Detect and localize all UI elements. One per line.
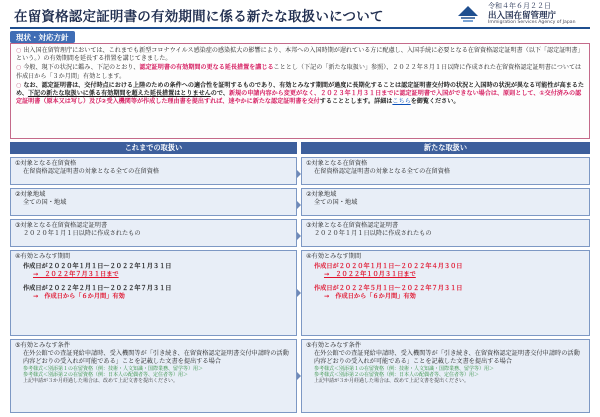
status-paragraph-3: ○ なお、認定証明書は、交付時点における上陸のための条件への適合性を証明するものであり、有効とみなす期間が過度に長期化することは認定証明書交付時の状況と入国時の状況が異なる可能性が高まるため、下記の新たな取扱いに係る有効期間を超えた延長措置はとりませんので、新規の申請内容から変更がなく、２０２３年１月３１日までに認定証明書で入国ができない場合は、原則として、①交付済みの認定証明書（原本又は写し）及び②受入機関等が作成した理由書を提出すれば、速やかに新たな認定証明書を交付することとします。詳細はこちらを御覧ください。 xyxy=(16,81,584,106)
previous-cell: ④有効とみなす期間 作成日が２０２０年１月１日〜２０２２年１月３１日 → ２０２２年７月３１日まで 作成日が２０２２年２月１日〜２０２２年７月３１日 → 作成日から「６か月間」有効 xyxy=(10,250,297,336)
previous-cell: ③対象となる在留資格認定証明書 ２０２０年１月１日以降に作成されたもの xyxy=(10,219,297,247)
agency-name: 出入国在留管理庁 xyxy=(488,11,557,21)
date-label: 令和４年６月２２日 xyxy=(488,2,551,10)
details-link[interactable]: こちら xyxy=(392,98,411,106)
column-header-previous: これまでの取扱い xyxy=(10,142,297,154)
comparison-table xyxy=(10,142,590,415)
page-title: 在留資格認定証明書の有効期間に係る新たな取扱いについて xyxy=(14,9,384,25)
table-row xyxy=(10,157,590,185)
previous-cell: ⑤有効とみなす条件 在外公館での査証発給申請時、受入機関等が「引き続き、在留資格認定証明書交付申請時の活動内容どおりの受入れが可能である」ことを記載した文書を提出する場合 参考様式＜別添第１の在留資格（例：技術・人文知識・国際業務、留学等）用＞ 参考様式＜別添第２の在留資格（例：日本人の配偶者等、定住者等）用＞ 上記申請が３か月経過した場合は、改めて上記文書を提出ください。 xyxy=(10,339,297,413)
new-cell: ③対象となる在留資格認定証明書 ２０２０年１月１日以降に作成されたもの xyxy=(301,219,590,247)
status-paragraph-2: ○ 今般、現下の状況に鑑み、下記のとおり、認定証明書の有効期間の更なる延長措置を講じることとし（下記の「新たな取扱い」参照）、２０２２年８月１日以降に作成された在留資格認定証明書については作成日から「３か月間」有効とします。 xyxy=(16,64,582,80)
table-row xyxy=(10,339,590,413)
previous-cell: ①対象となる在留資格 在留資格認定証明書の対象となる全ての在留資格 xyxy=(10,157,297,185)
new-cell: ⑤有効とみなす条件 在外公館での査証発給申請時、受入機関等が「引き続き、在留資格認定証明書交付申請時の活動内容どおりの受入れが可能である」ことを記載した文書を提出する場合 参考様式＜別添第１の在留資格（例：技術・人文知識・国際業務、留学等）用＞ 参考様式＜別添第２の在留資格（例：日本人の配偶者等、定住者等）用＞ 上記申請が３か月経過した場合は、改めて上記文書を提出ください。 xyxy=(301,339,590,413)
agency-name-en: Immigration Services Agency of Japan xyxy=(488,20,576,25)
status-paragraph-1: ○ 出入国在留管理庁においては、これまでも新型コロナウイルス感染症の感染拡大の影響により、本邦への入国時期が遅れている方に配慮し、入国手続に必要となる在留資格認定証明書（以下「認定証明書」という。）の有効期間を延長する措置を講じてきました。 xyxy=(16,47,584,63)
status-tab: 現状・対応方針 xyxy=(10,31,75,43)
bullet-icon: ○ xyxy=(16,47,22,54)
column-header-new: 新たな取扱い xyxy=(301,142,590,154)
bullet-icon: ○ xyxy=(16,81,22,89)
table-row xyxy=(10,188,590,216)
page-header xyxy=(0,0,600,26)
isa-emblem-icon xyxy=(456,2,480,24)
status-box xyxy=(10,43,590,139)
bullet-icon: ○ xyxy=(16,64,22,72)
new-cell: ②対象地域 全ての国・地域 xyxy=(301,188,590,216)
table-row xyxy=(10,250,590,336)
previous-cell: ②対象地域 全ての国・地域 xyxy=(10,188,297,216)
table-row xyxy=(10,219,590,247)
new-cell: ①対象となる在留資格 在留資格認定証明書の対象となる全ての在留資格 xyxy=(301,157,590,185)
header-rule xyxy=(10,27,590,29)
new-cell: ④有効とみなす期間 作成日が２０２０年１月１日〜２０２２年４月３０日 → ２０２２年１０月３１日まで 作成日が２０２２年５月１日〜２０２２年７月３１日 → 作成日から「６か月間」有効 xyxy=(301,250,590,336)
